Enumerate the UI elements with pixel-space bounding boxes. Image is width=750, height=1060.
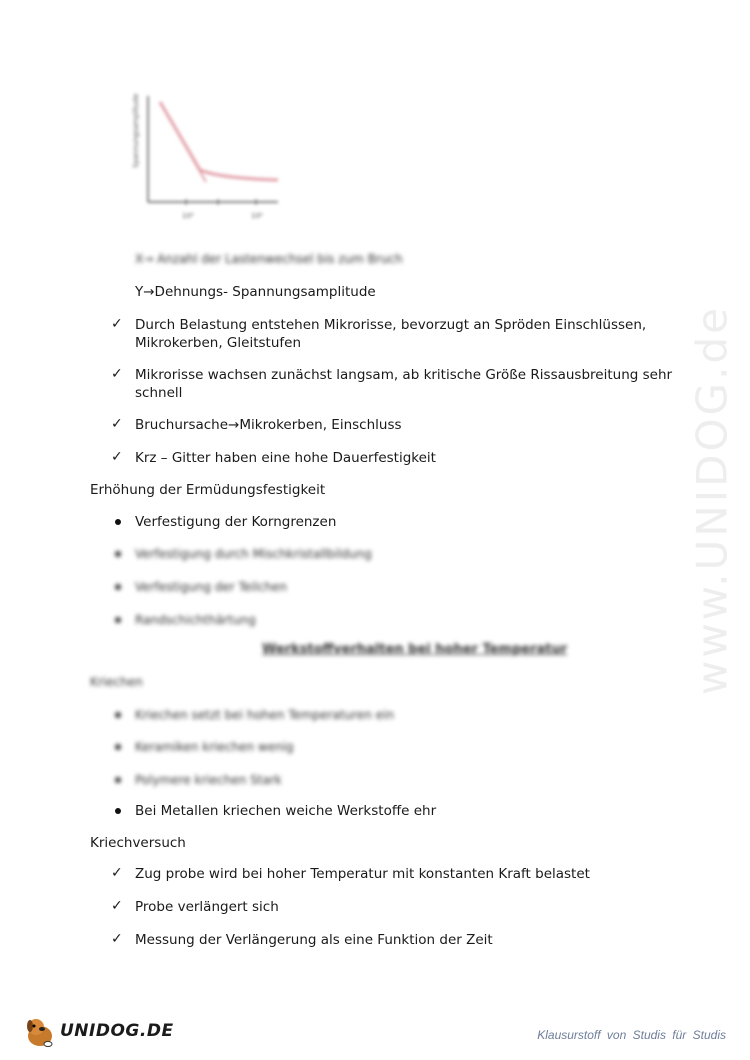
bullet-icon	[115, 777, 121, 783]
bullet-icon	[115, 584, 121, 590]
list-item: Kriechen setzt bei hohen Temperaturen ein	[135, 708, 394, 722]
list-item: Mikrokerben, Gleitstufen	[135, 335, 301, 351]
check-icon: ✓	[111, 898, 123, 914]
list-item: Keramiken kriechen wenig	[135, 740, 294, 754]
check-icon: ✓	[111, 316, 123, 332]
x-axis-caption: X→ Anzahl der Lastenwechsel bis zum Bruch	[135, 252, 403, 266]
dog-icon	[22, 1014, 58, 1050]
unidog-logo[interactable]	[22, 1012, 174, 1052]
list-item: Randschichthärtung	[135, 613, 256, 627]
list-item: Verfestigung der Korngrenzen	[135, 514, 337, 530]
footer-slogan: Klausurstoff von Studis für Studis	[537, 1028, 726, 1042]
list-item: Polymere kriechen Stark	[135, 773, 282, 787]
bullet-icon	[115, 712, 121, 718]
list-item: Durch Belastung entstehen Mikrorisse, bevorzugt an Spröden Einschlüssen,	[135, 317, 647, 333]
watermark: www.UNIDOG.de	[687, 305, 737, 695]
bullet-icon	[115, 519, 121, 525]
list-item: Bei Metallen kriechen weiche Werkstoffe ehr	[135, 803, 437, 819]
list-item: Krz – Gitter haben eine hohe Dauerfestigkeit	[135, 450, 436, 466]
list-item: Verfestigung der Teilchen	[135, 580, 288, 594]
check-icon: ✓	[111, 366, 123, 382]
list-item: Bruchursache→Mikrokerben, Einschluss	[135, 417, 402, 433]
x-tick-label: 10⁴	[182, 212, 194, 220]
x-tick-label: 10⁶	[251, 212, 263, 220]
list-item: Mikrorisse wachsen zunächst langsam, ab kritische Größe Rissausbreitung sehr	[135, 367, 673, 383]
section-label: Kriechen	[90, 675, 143, 689]
list-item: Messung der Verlängerung als eine Funktion der Zeit	[135, 932, 493, 948]
logo-text: UNIDOG.DE	[60, 1021, 174, 1041]
fatigue-curve-chart	[128, 88, 288, 228]
check-icon: ✓	[111, 449, 123, 465]
check-icon: ✓	[111, 931, 123, 947]
list-item: Probe verlängert sich	[135, 899, 279, 915]
bullet-icon	[115, 744, 121, 750]
section-label: Erhöhung der Ermüdungsfestigkeit	[90, 482, 326, 498]
list-item: schnell	[135, 385, 183, 401]
section-heading: Werkstoffverhalten bei hoher Temperatur	[262, 642, 568, 657]
woehler-curve	[160, 102, 278, 180]
bullet-icon	[115, 617, 121, 623]
bullet-icon	[115, 551, 121, 557]
bullet-icon	[115, 808, 121, 814]
y-axis-caption: Y→Dehnungs- Spannungsamplitude	[135, 284, 376, 300]
woehler-curve-approx	[160, 102, 206, 182]
list-item: Verfestigung durch Mischkristallbildung	[135, 547, 372, 561]
section-label: Kriechversuch	[90, 835, 186, 851]
check-icon: ✓	[111, 865, 123, 881]
check-icon: ✓	[111, 416, 123, 432]
list-item: Zug probe wird bei hoher Temperatur mit konstanten Kraft belastet	[135, 866, 590, 882]
y-axis-label: Spannungsamplitude	[132, 93, 140, 168]
